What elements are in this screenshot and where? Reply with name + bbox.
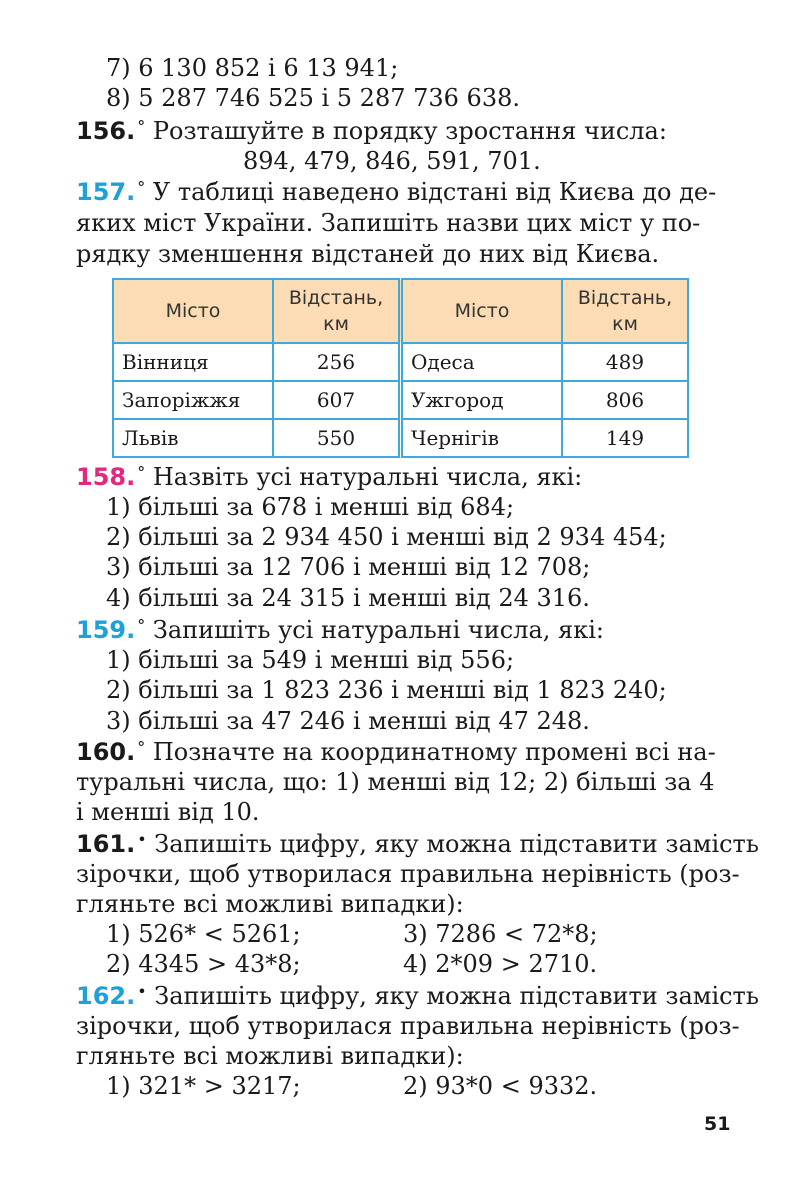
table-cell: Чернігів — [401, 419, 563, 457]
page-number: 51 — [704, 1113, 731, 1135]
exercise-162 — [76, 981, 759, 1011]
list-item: 4) більші за 24 315 і менші від 24 316. — [106, 584, 590, 612]
exercise-161 — [76, 829, 759, 859]
table-cell: 489 — [562, 343, 688, 381]
list-item: 1) 321* > 3217; — [106, 1072, 301, 1100]
list-item: 2) більші за 1 823 236 і менші від 1 823 240; — [106, 676, 667, 704]
exercise-text-line: гляньте всі можливі випадки): — [76, 890, 464, 918]
difficulty-mark: ° — [137, 178, 146, 197]
item-8: 8) 5 287 746 525 і 5 287 736 638. — [106, 84, 520, 112]
exercise-text-line: зірочки, щоб утворилася правильна нерівність (роз- — [76, 860, 740, 888]
exercise-number: 157. — [76, 178, 136, 206]
column-header: Місто — [113, 279, 273, 343]
table-row — [113, 381, 688, 419]
list-item: 3) більші за 47 246 і менші від 47 248. — [106, 707, 590, 735]
exercise-text: У таблиці наведено відстані від Києва до де- — [152, 178, 717, 206]
table-cell: 806 — [562, 381, 688, 419]
exercise-text-line: яких міст України. Запишіть назви цих міст у по- — [76, 209, 701, 237]
distance-table — [112, 278, 689, 458]
table-cell: 607 — [273, 381, 401, 419]
exercise-number: 160. — [76, 738, 136, 766]
exercise-text: Назвіть усі натуральні числа, які: — [152, 463, 583, 491]
table-cell: 149 — [562, 419, 688, 457]
exercise-text-line: і менші від 10. — [76, 798, 260, 826]
item-7: 7) 6 130 852 і 6 13 941; — [106, 54, 399, 82]
list-item: 1) 526* < 5261; — [106, 920, 301, 948]
difficulty-mark: • — [137, 982, 147, 1001]
exercise-text: Позначте на координатному промені всі на- — [152, 738, 716, 766]
table-cell: Ужгород — [401, 381, 563, 419]
exercise-156-numbers: 894, 479, 846, 591, 701. — [243, 147, 541, 175]
exercise-156 — [76, 116, 667, 146]
table-cell: 550 — [273, 419, 401, 457]
table-cell: Львів — [113, 419, 273, 457]
exercise-text: Розташуйте в порядку зростання числа: — [152, 117, 667, 145]
column-header: Відстань, км — [562, 279, 688, 343]
table-cell: Вінниця — [113, 343, 273, 381]
exercise-160 — [76, 737, 716, 767]
exercise-number: 159. — [76, 616, 136, 644]
column-header: Місто — [401, 279, 563, 343]
list-item: 3) 7286 < 72*8; — [403, 920, 598, 948]
table-cell: 256 — [273, 343, 401, 381]
difficulty-mark: • — [137, 830, 147, 849]
exercise-text: Запишіть цифру, яку можна підставити замість — [154, 830, 759, 858]
exercise-text: Запишіть усі натуральні числа, які: — [152, 616, 604, 644]
exercise-number: 161. — [76, 830, 136, 858]
difficulty-mark: ° — [137, 738, 146, 757]
list-item: 1) більші за 678 і менші від 684; — [106, 493, 515, 521]
difficulty-mark: ° — [137, 463, 146, 482]
exercise-text-line: гляньте всі можливі випадки): — [76, 1042, 464, 1070]
exercise-number: 158. — [76, 463, 136, 491]
table-row — [113, 419, 688, 457]
list-item: 2) більші за 2 934 450 і менші від 2 934 454; — [106, 523, 667, 551]
difficulty-mark: ° — [137, 117, 146, 136]
table-cell: Запоріжжя — [113, 381, 273, 419]
column-header: Відстань, км — [273, 279, 401, 343]
exercise-text: Запишіть цифру, яку можна підставити замість — [154, 982, 759, 1010]
exercise-text-line: зірочки, щоб утворилася правильна нерівність (роз- — [76, 1012, 740, 1040]
exercise-157 — [76, 177, 724, 207]
exercise-number: 162. — [76, 982, 136, 1010]
exercise-158 — [76, 462, 582, 492]
list-item: 3) більші за 12 706 і менші від 12 708; — [106, 553, 591, 581]
list-item: 2) 93*0 < 9332. — [403, 1072, 598, 1100]
exercise-text-line: рядку зменшення відстаней до них від Києва. — [76, 240, 660, 268]
exercise-text-line: туральні числа, що: 1) менші від 12; 2) більші за 4 — [76, 768, 715, 796]
table-row — [113, 343, 688, 381]
table-cell: Одеса — [401, 343, 563, 381]
exercise-number: 156. — [76, 117, 136, 145]
difficulty-mark: ° — [137, 616, 146, 635]
exercise-159 — [76, 615, 604, 645]
list-item: 1) більші за 549 і менші від 556; — [106, 646, 515, 674]
list-item: 2) 4345 > 43*8; — [106, 950, 301, 978]
list-item: 4) 2*09 > 2710. — [403, 950, 598, 978]
table-header-row — [113, 279, 688, 343]
